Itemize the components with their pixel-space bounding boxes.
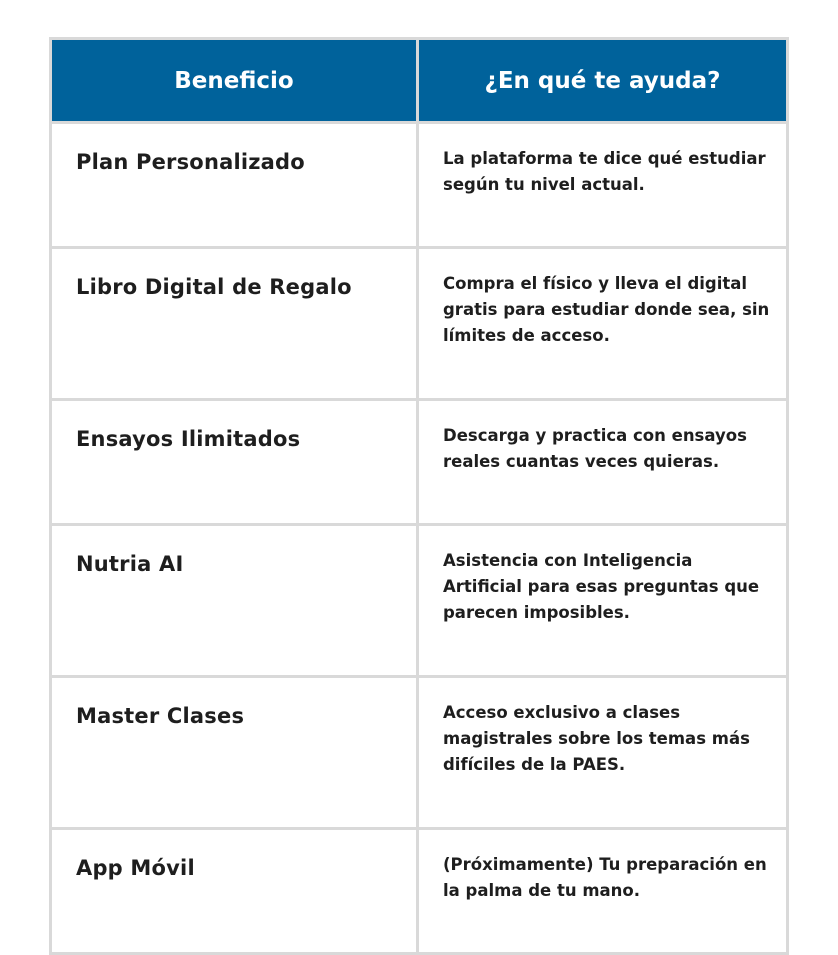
header-help: ¿En qué te ayuda? bbox=[418, 39, 788, 123]
benefit-cell: Nutria AI bbox=[51, 525, 418, 677]
description-cell: La plataforma te dice qué estudiar según tu nivel actual. bbox=[418, 123, 788, 248]
description-cell: Compra el físico y lleva el digital gratis para estudiar donde sea, sin límites de acceso. bbox=[418, 248, 788, 400]
description-cell: Acceso exclusivo a clases magistrales sobre los temas más difíciles de la PAES. bbox=[418, 677, 788, 829]
table-header bbox=[51, 39, 788, 123]
table-row bbox=[51, 525, 788, 677]
description-cell: Asistencia con Inteligencia Artificial para esas preguntas que parecen imposibles. bbox=[418, 525, 788, 677]
table-body bbox=[51, 123, 788, 954]
header-benefit: Beneficio bbox=[51, 39, 418, 123]
benefit-cell: Master Clases bbox=[51, 677, 418, 829]
table-row bbox=[51, 248, 788, 400]
benefit-cell: Ensayos Ilimitados bbox=[51, 400, 418, 525]
description-cell: (Próximamente) Tu preparación en la palma de tu mano. bbox=[418, 829, 788, 954]
table-row bbox=[51, 400, 788, 525]
description-cell: Descarga y practica con ensayos reales cuantas veces quieras. bbox=[418, 400, 788, 525]
table-row bbox=[51, 829, 788, 954]
header-row bbox=[51, 39, 788, 123]
benefit-cell: Plan Personalizado bbox=[51, 123, 418, 248]
benefit-cell: App Móvil bbox=[51, 829, 418, 954]
benefits-table bbox=[49, 37, 789, 955]
table-row bbox=[51, 123, 788, 248]
table-row bbox=[51, 677, 788, 829]
benefits-table-container bbox=[49, 37, 786, 955]
benefit-cell: Libro Digital de Regalo bbox=[51, 248, 418, 400]
